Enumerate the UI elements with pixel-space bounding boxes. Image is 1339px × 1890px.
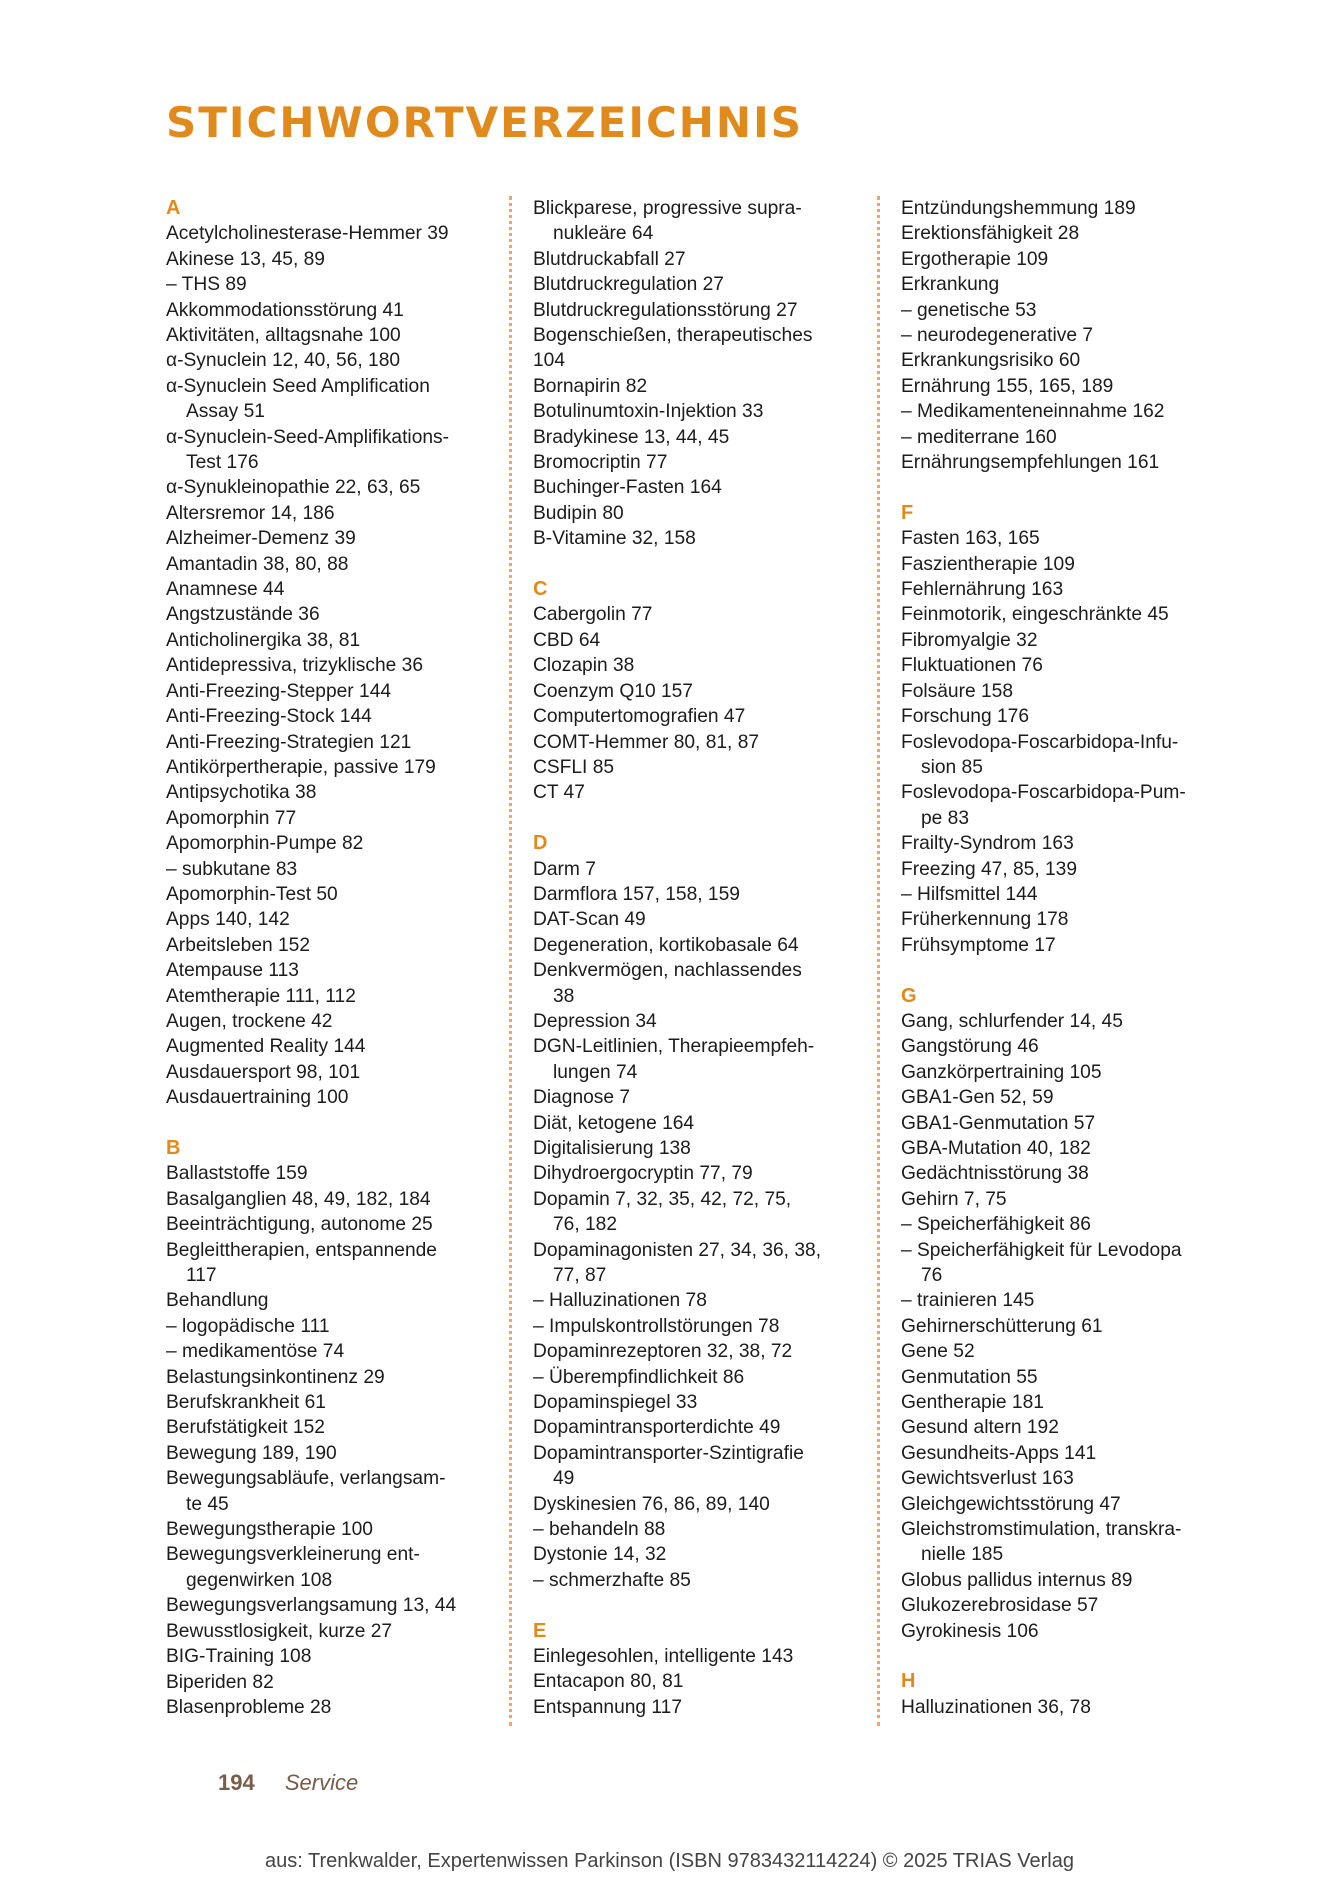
index-entry-continuation: 76 xyxy=(921,1265,943,1286)
index-entry: DGN-Leitlinien, Therapieempfeh- xyxy=(533,1036,815,1058)
index-entry: Degeneration, kortikobasale 64 xyxy=(533,934,799,956)
index-entry: Gangstörung 46 xyxy=(901,1036,1039,1058)
index-entry: Diät, ketogene 164 xyxy=(533,1112,695,1134)
index-entry: Apps 140, 142 xyxy=(166,909,290,931)
index-entry: Basalganglien 48, 49, 182, 184 xyxy=(166,1188,431,1210)
index-entry: Beeinträchtigung, autonome 25 xyxy=(166,1214,433,1236)
index-entry: Globus pallidus internus 89 xyxy=(901,1569,1133,1591)
index-entry: Gleichgewichtsstörung 47 xyxy=(901,1493,1121,1515)
section-spacer xyxy=(533,806,873,831)
page-footer xyxy=(218,1770,358,1796)
index-entry: Coenzym Q10 157 xyxy=(533,680,693,702)
index-entry: Apomorphin-Test 50 xyxy=(166,883,338,905)
index-entry-continuation: 76, 182 xyxy=(553,1214,618,1236)
index-entry: – trainieren 145 xyxy=(901,1290,1035,1312)
index-entry: Frühsymptome 17 xyxy=(901,934,1056,956)
index-entry-continuation: pe 83 xyxy=(921,807,970,829)
index-entry: Fluktuationen 76 xyxy=(901,655,1043,677)
index-entry: Dihydroergocryptin 77, 79 xyxy=(533,1163,753,1185)
index-entry: Gyrokinesis 106 xyxy=(901,1620,1039,1642)
index-entry-continuation: nielle 185 xyxy=(921,1544,1004,1566)
index-entry: Ganzkörpertraining 105 xyxy=(901,1061,1102,1083)
index-entry: Blutdruckregulationsstörung 27 xyxy=(533,299,798,321)
index-entry: Halluzinationen 36, 78 xyxy=(901,1696,1091,1718)
index-entry-continuation: sion 85 xyxy=(921,756,983,778)
index-entry: Antipsychotika 38 xyxy=(166,782,317,804)
index-entry: α-Synukleinopathie 22, 63, 65 xyxy=(166,477,421,499)
index-entry: Faszientherapie 109 xyxy=(901,553,1075,575)
index-entry-continuation: 77, 87 xyxy=(553,1265,607,1286)
index-entry: 104 xyxy=(533,350,566,372)
index-entry: Blutdruckabfall 27 xyxy=(533,248,686,270)
index-entry: Angstzustände 36 xyxy=(166,604,320,626)
index-entry: Bromocriptin 77 xyxy=(533,452,668,474)
index-entry-continuation: gegenwirken 108 xyxy=(186,1569,333,1591)
index-entry: Erkrankungsrisiko 60 xyxy=(901,350,1081,372)
index-entry: Biperiden 82 xyxy=(166,1671,274,1693)
page-number: 194 xyxy=(218,1770,255,1795)
index-entry-continuation: Test 176 xyxy=(186,452,259,474)
section-letter: E xyxy=(533,1619,547,1642)
index-entry: Depression 34 xyxy=(533,1010,657,1032)
index-entry: Gene 52 xyxy=(901,1341,975,1363)
index-entry: Gehirnerschütterung 61 xyxy=(901,1315,1103,1337)
index-entry: Glukozerebrosidase 57 xyxy=(901,1595,1099,1617)
index-entry: Augmented Reality 144 xyxy=(166,1036,366,1058)
index-entry: – neurodegenerative 7 xyxy=(901,325,1094,347)
index-entry: Dopamin 7, 32, 35, 42, 72, 75, xyxy=(533,1188,792,1210)
index-entry: Erkrankung xyxy=(901,274,1000,296)
index-entry: Ballaststoffe 159 xyxy=(166,1163,308,1185)
column-divider xyxy=(877,196,880,1726)
index-entry: Belastungsinkontinenz 29 xyxy=(166,1366,385,1388)
index-entry: Ernährung 155, 165, 189 xyxy=(901,375,1114,397)
index-entry: Entzündungshemmung 189 xyxy=(901,198,1136,219)
index-entry: α-Synuclein 12, 40, 56, 180 xyxy=(166,350,401,372)
index-entry: Dopaminspiegel 33 xyxy=(533,1392,698,1414)
index-entry: Darmflora 157, 158, 159 xyxy=(533,883,740,905)
index-entry: – Speicherfähigkeit 86 xyxy=(901,1214,1091,1236)
index-entry: – genetische 53 xyxy=(901,299,1037,321)
index-entry: Blutdruckregulation 27 xyxy=(533,274,724,296)
index-entry: Frailty-Syndrom 163 xyxy=(901,833,1074,855)
index-entry: Aktivitäten, alltagsnahe 100 xyxy=(166,325,401,347)
index-entry: GBA-Mutation 40, 182 xyxy=(901,1137,1091,1159)
section-label: Service xyxy=(284,1770,359,1795)
index-entry: Antidepressiva, trizyklische 36 xyxy=(166,655,424,677)
index-entry: Bewegungsverlangsamung 13, 44 xyxy=(166,1595,457,1617)
index-entry: Dopamintransporterdichte 49 xyxy=(533,1417,781,1439)
index-entry: Bewegungsverkleinerung ent- xyxy=(166,1544,420,1566)
index-entry: Dystonie 14, 32 xyxy=(533,1544,667,1566)
index-entry: α-Synuclein-Seed-Amplifikations- xyxy=(166,426,450,448)
index-entry-continuation: nukleäre 64 xyxy=(553,223,654,245)
section-letter: A xyxy=(166,197,181,219)
index-entry: Behandlung xyxy=(166,1290,269,1312)
index-entry: Digitalisierung 138 xyxy=(533,1137,691,1159)
index-entry: CT 47 xyxy=(533,782,585,804)
index-entry: Dopamintransporter-Szintigrafie xyxy=(533,1442,804,1464)
index-entry: Gang, schlurfender 14, 45 xyxy=(901,1010,1123,1032)
index-entry: – logopädische 111 xyxy=(166,1315,330,1337)
index-entry-continuation: Assay 51 xyxy=(186,401,265,423)
index-entry: CBD 64 xyxy=(533,629,601,651)
index-entry: Acetylcholinesterase-Hemmer 39 xyxy=(166,223,449,245)
section-spacer xyxy=(166,1111,506,1136)
index-entry: Foslevodopa-Foscarbidopa-Pum- xyxy=(901,782,1186,804)
index-entry: Budipin 80 xyxy=(533,502,624,524)
section-letter: H xyxy=(901,1670,916,1693)
index-column-1 xyxy=(166,196,506,1720)
index-entry-continuation: lungen 74 xyxy=(553,1061,638,1083)
index-entry: Ernährungsempfehlungen 161 xyxy=(901,452,1160,474)
index-entry: Gleichstromstimulation, transkra- xyxy=(901,1519,1182,1541)
index-entry: Forschung 176 xyxy=(901,706,1029,728)
index-entry: Berufskrankheit 61 xyxy=(166,1392,326,1414)
index-entry: – Überempfindlichkeit 86 xyxy=(533,1366,745,1388)
index-entry: Akinese 13, 45, 89 xyxy=(166,248,325,270)
index-entry: Gesundheits-Apps 141 xyxy=(901,1442,1097,1464)
index-entry: – medikamentöse 74 xyxy=(166,1341,345,1363)
section-letter: G xyxy=(901,984,917,1007)
index-entry: – Impulskontrollstörungen 78 xyxy=(533,1315,780,1337)
index-entry: Foslevodopa-Foscarbidopa-Infu- xyxy=(901,731,1179,753)
index-entry: DAT-Scan 49 xyxy=(533,909,646,931)
index-entry: B-Vitamine 32, 158 xyxy=(533,528,696,550)
index-entry: Begleittherapien, entspannende xyxy=(166,1239,437,1261)
index-entry: – subkutane 83 xyxy=(166,858,298,880)
index-entry: Blickparese, progressive supra- xyxy=(533,198,802,219)
index-entry: Dopaminrezeptoren 32, 38, 72 xyxy=(533,1341,793,1363)
section-spacer xyxy=(901,475,1241,500)
index-entry: – Halluzinationen 78 xyxy=(533,1290,707,1312)
index-column-2 xyxy=(533,196,873,1720)
section-spacer xyxy=(533,1593,873,1618)
section-spacer xyxy=(533,552,873,577)
page-title: STICHWORTVERZEICHNIS xyxy=(166,98,803,147)
column-divider xyxy=(509,196,512,1726)
index-entry: Entacapon 80, 81 xyxy=(533,1671,684,1693)
index-entry: – mediterrane 160 xyxy=(901,426,1057,448)
index-entry: Ausdauertraining 100 xyxy=(166,1087,349,1109)
index-entry: Einlegesohlen, intelligente 143 xyxy=(533,1646,794,1668)
index-entry: Anamnese 44 xyxy=(166,579,285,601)
section-letter: B xyxy=(166,1137,181,1159)
index-entry: Genmutation 55 xyxy=(901,1366,1038,1388)
index-entry: Arbeitsleben 152 xyxy=(166,934,311,956)
index-entry: Botulinumtoxin-Injektion 33 xyxy=(533,401,764,423)
index-entry: Erektionsfähigkeit 28 xyxy=(901,223,1080,245)
index-entry: Anti-Freezing-Strategien 121 xyxy=(166,731,412,753)
index-entry: Ausdauersport 98, 101 xyxy=(166,1061,361,1083)
section-letter: D xyxy=(533,832,548,855)
index-entry: Gewichtsverlust 163 xyxy=(901,1468,1074,1490)
index-entry: Amantadin 38, 80, 88 xyxy=(166,553,349,575)
index-entry: Fehlernährung 163 xyxy=(901,579,1064,601)
section-letter: C xyxy=(533,578,548,601)
section-letter: F xyxy=(901,501,914,524)
index-entry: Denkvermögen, nachlassendes xyxy=(533,960,802,982)
index-entry-continuation: 38 xyxy=(553,985,575,1007)
index-entry: Ergotherapie 109 xyxy=(901,248,1049,270)
index-entry: Augen, trockene 42 xyxy=(166,1010,333,1032)
index-entry: Bewusstlosigkeit, kurze 27 xyxy=(166,1620,393,1642)
index-entry: – Medikamenteneinnahme 162 xyxy=(901,401,1165,423)
index-entry: Altersremor 14, 186 xyxy=(166,502,335,524)
index-entry: Bradykinese 13, 44, 45 xyxy=(533,426,730,448)
index-entry: Feinmotorik, eingeschränkte 45 xyxy=(901,604,1169,626)
index-entry-continuation: 49 xyxy=(553,1468,575,1490)
index-entry: BIG-Training 108 xyxy=(166,1646,312,1668)
index-entry: Blasenprobleme 28 xyxy=(166,1696,332,1718)
index-entry: Gehirn 7, 75 xyxy=(901,1188,1007,1210)
index-entry: Fasten 163, 165 xyxy=(901,528,1040,550)
index-entry: GBA1-Gen 52, 59 xyxy=(901,1087,1054,1109)
index-entry-continuation: te 45 xyxy=(186,1493,229,1515)
index-entry: Clozapin 38 xyxy=(533,655,635,677)
index-entry: Früherkennung 178 xyxy=(901,909,1069,931)
index-entry-continuation: 117 xyxy=(186,1265,217,1287)
source-note: aus: Trenkwalder, Expertenwissen Parkinson (ISBN 9783432114224) © 2025 TRIAS Verlag xyxy=(265,1850,1074,1872)
index-column-3 xyxy=(901,196,1241,1720)
index-entry: – behandeln 88 xyxy=(533,1519,666,1541)
index-entry: Gedächtnisstörung 38 xyxy=(901,1163,1089,1185)
index-entry: Anti-Freezing-Stock 144 xyxy=(166,706,372,728)
index-entry: Gesund altern 192 xyxy=(901,1417,1059,1439)
index-entry: Atemtherapie 111, 112 xyxy=(166,985,356,1007)
index-entry: Gentherapie 181 xyxy=(901,1392,1044,1414)
index-entry: Bewegungsabläufe, verlangsam- xyxy=(166,1468,446,1490)
index-entry: Folsäure 158 xyxy=(901,680,1013,702)
index-entry: Cabergolin 77 xyxy=(533,604,653,626)
index-entry: Anti-Freezing-Stepper 144 xyxy=(166,680,392,702)
section-spacer xyxy=(901,1644,1241,1669)
index-entry: Dyskinesien 76, 86, 89, 140 xyxy=(533,1493,770,1515)
index-entry: CSFLI 85 xyxy=(533,756,615,778)
index-entry: Dopaminagonisten 27, 34, 36, 38, xyxy=(533,1239,822,1261)
index-entry: Apomorphin-Pumpe 82 xyxy=(166,833,364,855)
index-entry: Fibromyalgie 32 xyxy=(901,629,1038,651)
index-entry: GBA1-Genmutation 57 xyxy=(901,1112,1096,1134)
index-entry: – THS 89 xyxy=(166,274,247,296)
index-entry: Bewegungstherapie 100 xyxy=(166,1519,373,1541)
index-entry: Entspannung 117 xyxy=(533,1696,683,1718)
index-entry: Darm 7 xyxy=(533,858,596,880)
section-spacer xyxy=(901,958,1241,983)
index-entry: Buchinger-Fasten 164 xyxy=(533,477,722,499)
index-entry: Bornapirin 82 xyxy=(533,375,648,397)
index-entry: Computertomografien 47 xyxy=(533,706,746,728)
index-entry: Freezing 47, 85, 139 xyxy=(901,858,1078,880)
index-entry: – Speicherfähigkeit für Levodopa xyxy=(901,1239,1182,1261)
index-entry: Apomorphin 77 xyxy=(166,807,297,829)
index-entry: COMT-Hemmer 80, 81, 87 xyxy=(533,731,760,753)
index-entry: Alzheimer-Demenz 39 xyxy=(166,528,356,550)
index-entry: Atempause 113 xyxy=(166,960,299,982)
index-entry: Antikörpertherapie, passive 179 xyxy=(166,756,436,778)
index-entry: – schmerzhafte 85 xyxy=(533,1569,691,1591)
index-entry: α-Synuclein Seed Amplification xyxy=(166,375,430,397)
index-entry: Bogenschießen, therapeutisches xyxy=(533,325,813,347)
index-entry: Berufstätigkeit 152 xyxy=(166,1417,325,1439)
index-entry: Bewegung 189, 190 xyxy=(166,1442,337,1464)
index-entry: Diagnose 7 xyxy=(533,1087,631,1109)
index-entry: Anticholinergika 38, 81 xyxy=(166,629,361,651)
index-entry: Akkommodationsstörung 41 xyxy=(166,299,404,321)
index-entry: – Hilfsmittel 144 xyxy=(901,883,1038,905)
